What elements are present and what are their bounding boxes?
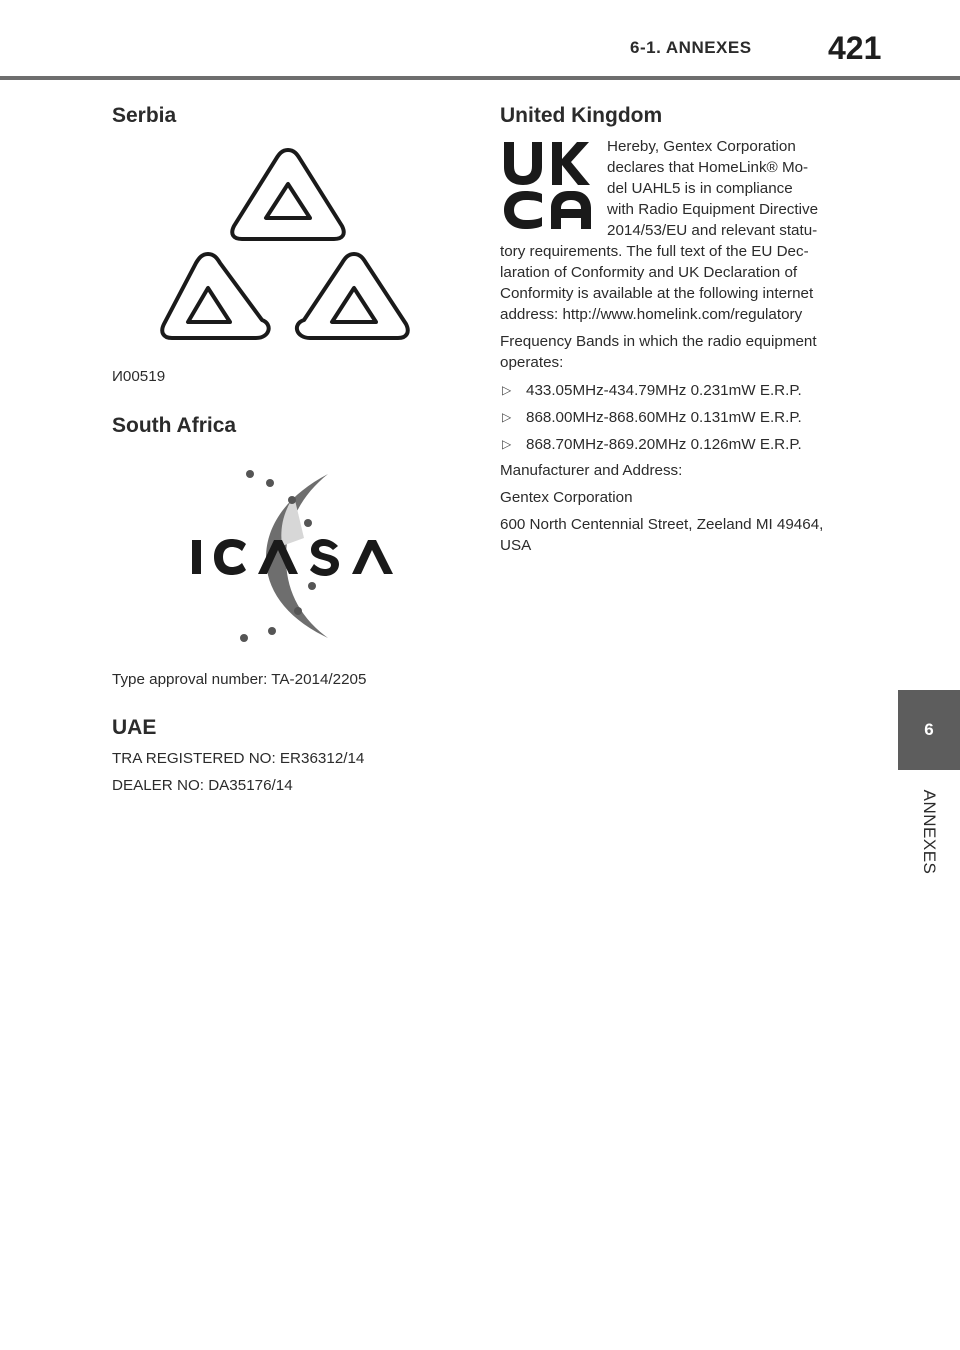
chapter-label: ANNEXES [920, 789, 939, 875]
uae-heading: UAE [112, 716, 157, 739]
declaration-line: 2014/53/EU and relevant statu- [607, 222, 818, 239]
declaration-line: with Radio Equipment Directive [607, 201, 819, 218]
uk-declaration-intro [607, 136, 818, 241]
frequency-intro: Frequency Bands in which the radio equipment operates: [500, 333, 817, 371]
south-africa-approval: Type approval number: TA-2014/2205 [112, 671, 367, 688]
serbia-heading: Serbia [112, 104, 177, 127]
ukca-mark-icon [502, 140, 594, 232]
icasa-logo-icon [186, 466, 400, 644]
uk-heading: United Kingdom [500, 104, 663, 127]
declaration-line: Hereby, Gentex Corporation [607, 138, 796, 155]
south-africa-heading: South Africa [112, 414, 237, 437]
serbia-triangle-mark-icon [158, 146, 416, 354]
manufacturer-name: Gentex Corporation [500, 489, 633, 506]
manufacturer-label: Manufacturer and Address: [500, 462, 683, 479]
uk-declaration-rest: tory requirements. The full text of the EU Dec-laration of Conformity and UK Declaration of Conformity is available at the following internet address: http://www.homelink.com/regulatory [500, 243, 814, 323]
bullet-triangle-icon: ▷ [502, 410, 512, 424]
chapter-number: 6 [924, 720, 934, 739]
band-text: 433.05MHz-434.79MHz 0.231mW E.R.P. [526, 382, 802, 399]
page-number: 421 [828, 30, 882, 66]
serbia-code: И00519 [112, 368, 166, 385]
bullet-triangle-icon: ▷ [502, 383, 512, 397]
band-text: 868.00MHz-868.60MHz 0.131mW E.R.P. [526, 409, 802, 426]
band-text: 868.70MHz-869.20MHz 0.126mW E.R.P. [526, 436, 802, 453]
chapter-tab[interactable] [898, 690, 960, 770]
header-rule [0, 76, 960, 80]
uae-dealer-number: DEALER NO: DA35176/14 [112, 777, 293, 794]
declaration-line: del UAHL5 is in compliance [607, 180, 793, 197]
uae-registered-number: TRA REGISTERED NO: ER36312/14 [112, 750, 365, 767]
section-title: 6-1. ANNEXES [630, 38, 752, 57]
bullet-triangle-icon: ▷ [502, 437, 512, 451]
manufacturer-address: 600 North Centennial Street, Zeeland MI 49464, USA [500, 516, 824, 554]
declaration-line: declares that HomeLink® Mo- [607, 159, 809, 176]
